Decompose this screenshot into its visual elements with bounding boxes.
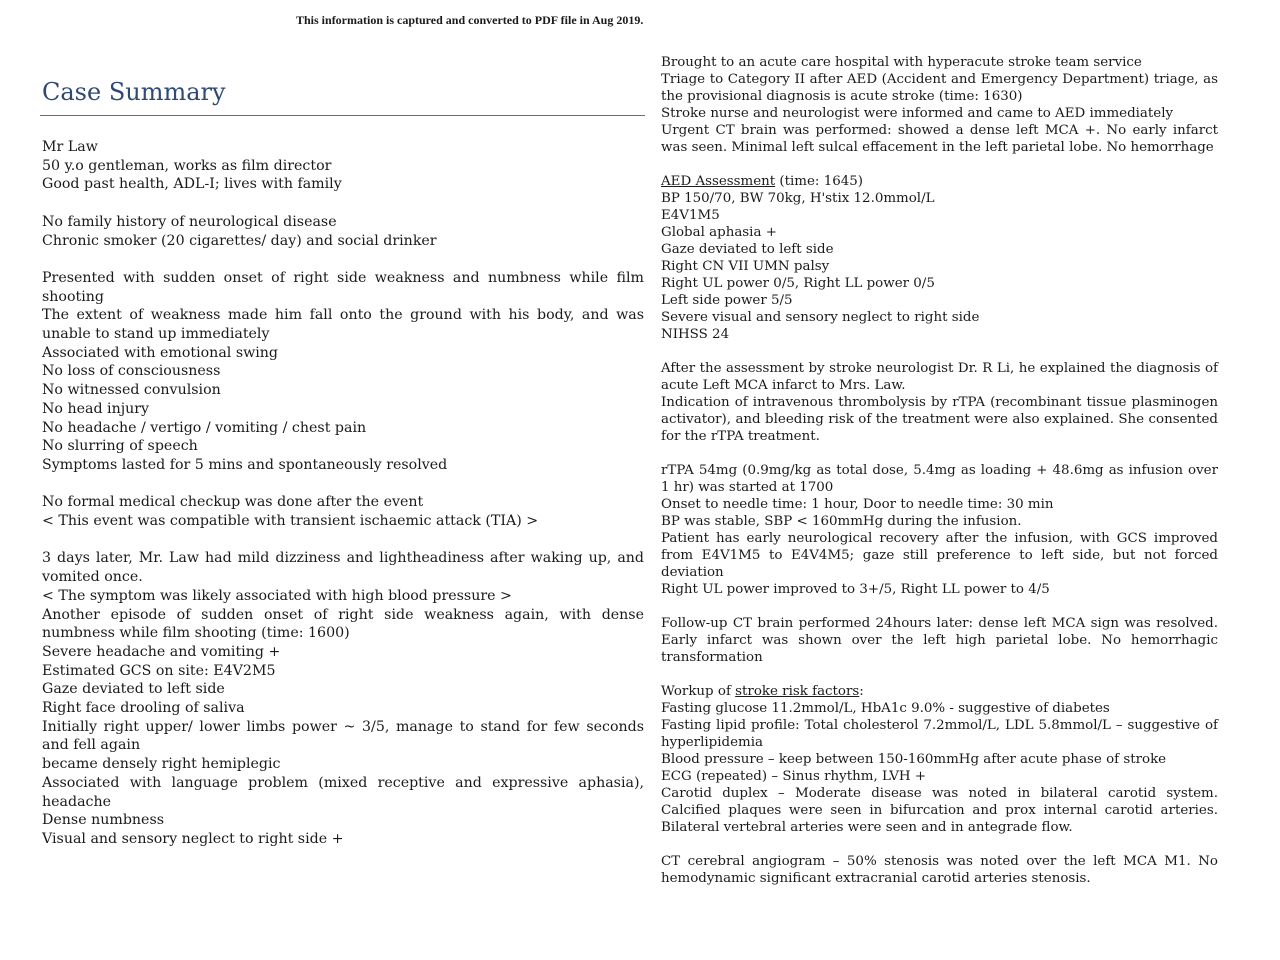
case-line: Gaze deviated to left side	[661, 242, 834, 257]
case-line: Associated with language problem (mixed receptive and expressive aphasia), headache	[42, 774, 644, 810]
page-title: Case Summary	[42, 78, 226, 106]
case-line: BP 150/70, BW 70kg, H'stix 12.0mmol/L	[661, 191, 935, 206]
case-line: Left side power 5/5	[661, 293, 793, 308]
case-line: Fasting lipid profile: Total cholesterol 7.2mmol/L, LDL 5.8mmol/L – suggestive of hyperlipidemia	[661, 718, 1218, 750]
case-line: < This event was compatible with transient ischaemic attack (TIA) >	[42, 513, 539, 530]
case-line: ECG (repeated) – Sinus rhythm, LVH +	[661, 769, 927, 784]
case-line: Right face drooling of saliva	[42, 700, 245, 717]
case-line: Dense numbness	[42, 812, 165, 829]
aed-assessment-label: AED Assessment	[661, 174, 776, 189]
paragraph-gap	[42, 250, 644, 269]
case-line: < The symptom was likely associated with high blood pressure >	[42, 587, 512, 604]
case-line: Patient has early neurological recovery after the infusion, with GCS improved from E4V1M5 to E4V4M5; gaze still preference to left side, but not forced deviation	[661, 531, 1218, 580]
case-line: Associated with emotional swing	[42, 344, 279, 361]
case-line: No witnessed convulsion	[42, 382, 221, 399]
case-line: Right UL power 0/5, Right LL power 0/5	[661, 276, 935, 291]
paragraph-gap	[661, 445, 1218, 462]
aed-assessment-heading	[661, 173, 1218, 190]
case-line: Triage to Category II after AED (Accident and Emergency Department) triage, as the provisional diagnosis is acute stroke (time: 1630)	[661, 72, 1218, 104]
case-line: E4V1M5	[661, 208, 720, 223]
case-line: NIHSS 24	[661, 327, 730, 342]
case-line: Right UL power improved to 3+/5, Right LL power to 4/5	[661, 582, 1050, 597]
case-line: Chronic smoker (20 cigarettes/ day) and social drinker	[42, 232, 437, 249]
case-line: Follow-up CT brain performed 24hours later: dense left MCA sign was resolved. Early infarct was shown over the left high parietal lobe. No hemorrhagic transformation	[661, 616, 1218, 665]
case-line: No headache / vertigo / vomiting / chest pain	[42, 419, 367, 436]
case-line: Brought to an acute care hospital with hyperacute stroke team service	[661, 55, 1142, 70]
case-line: After the assessment by stroke neurologist Dr. R Li, he explained the diagnosis of acute Left MCA infarct to Mrs. Law.	[661, 361, 1218, 393]
case-line: Severe headache and vomiting +	[42, 643, 281, 660]
case-line: Indication of intravenous thrombolysis by rTPA (recombinant tissue plasminogen activator), and bleeding risk of the treatment were also explained. She consented for the rTPA treatment.	[661, 395, 1218, 444]
case-line: BP was stable, SBP < 160mmHg during the infusion.	[661, 514, 1022, 529]
case-line: Urgent CT brain was performed: showed a dense left MCA +. No early infarct was seen. Minimal left sulcal effacement in the left parietal lobe. No hemorrhage	[661, 123, 1218, 155]
case-line: The extent of weakness made him fall onto the ground with his body, and was unable to stand up immediately	[42, 307, 644, 342]
case-line: Stroke nurse and neurologist were informed and came to AED immediately	[661, 106, 1174, 121]
case-line: Another episode of sudden onset of right side weakness again, with dense numbness while film shooting (time: 1600)	[42, 606, 644, 642]
case-line: Onset to needle time: 1 hour, Door to needle time: 30 min	[661, 497, 1054, 512]
case-line: No head injury	[42, 400, 150, 417]
case-line: No family history of neurological disease	[42, 213, 337, 230]
case-line: Good past health, ADL-I; lives with family	[42, 176, 342, 193]
paragraph-gap	[42, 531, 644, 550]
case-line: became densely right hemiplegic	[42, 756, 281, 773]
case-line: Mr Law	[42, 139, 98, 155]
case-line: 3 days later, Mr. Law had mild dizziness and lightheadiness after waking up, and vomited once.	[42, 550, 644, 586]
case-line: Initially right upper/ lower limbs power ~ 3/5, manage to stand for few seconds and fell again	[42, 718, 644, 754]
header-note: This information is captured and converted to PDF file in Aug 2019.	[296, 13, 644, 27]
case-line: 50 y.o gentleman, works as film director	[42, 157, 332, 174]
case-line: Gaze deviated to left side	[42, 681, 225, 698]
right-column	[661, 54, 1218, 887]
paragraph-gap	[661, 836, 1218, 853]
title-divider	[40, 115, 645, 116]
paragraph-gap	[42, 475, 644, 494]
case-line: Presented with sudden onset of right side weakness and numbness while film shooting	[42, 269, 644, 305]
case-line: Symptoms lasted for 5 mins and spontaneously resolved	[42, 456, 448, 473]
case-line: Carotid duplex – Moderate disease was noted in bilateral carotid system. Calcified plaques were seen in bifurcation and prox internal carotid arteries. Bilateral vertebral arteries were seen and in antegrade flow.	[661, 786, 1218, 835]
paragraph-gap	[42, 194, 644, 213]
case-line: Visual and sensory neglect to right side +	[42, 830, 344, 847]
paragraph-gap	[661, 343, 1218, 360]
case-line: CT cerebral angiogram – 50% stenosis was noted over the left MCA M1. No hemodynamic significant extracranial carotid arteries stenosis.	[661, 854, 1218, 886]
case-line: No loss of consciousness	[42, 363, 221, 380]
case-line: rTPA 54mg (0.9mg/kg as total dose, 5.4mg as loading + 48.6mg as infusion over 1 hr) was started at 1700	[661, 463, 1218, 495]
workup-suffix: :	[859, 684, 864, 699]
left-column	[42, 138, 644, 849]
case-line: Blood pressure – keep between 150-160mmHg after acute phase of stroke	[661, 752, 1167, 767]
workup-prefix: Workup of	[661, 684, 736, 699]
paragraph-gap	[661, 598, 1218, 615]
paragraph-gap	[661, 666, 1218, 683]
aed-assessment-time: (time: 1645)	[775, 174, 863, 189]
case-line: No slurring of speech	[42, 438, 198, 455]
case-line: Estimated GCS on site: E4V2M5	[42, 662, 276, 679]
case-line: No formal medical checkup was done after the event	[42, 494, 424, 511]
case-line: Right CN VII UMN palsy	[661, 259, 830, 274]
workup-label: stroke risk factors	[735, 684, 860, 699]
case-line: Global aphasia +	[661, 225, 777, 240]
paragraph-gap	[661, 156, 1218, 173]
workup-heading	[661, 683, 1218, 700]
case-line: Severe visual and sensory neglect to right side	[661, 310, 980, 325]
case-line: Fasting glucose 11.2mmol/L, HbA1c 9.0% - suggestive of diabetes	[661, 701, 1110, 716]
